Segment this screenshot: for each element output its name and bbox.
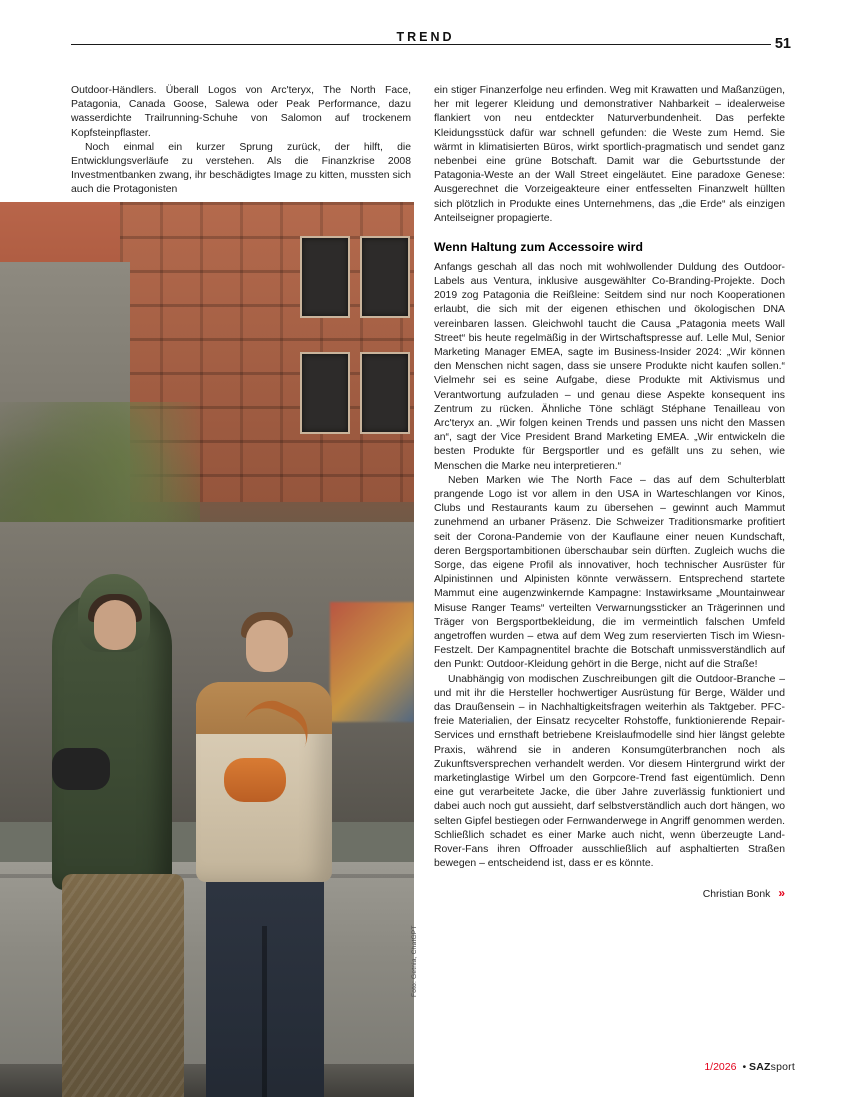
paragraph: Outdoor-Händlers. Überall Logos von Arc'teryx, The North Face, Patagonia, Canada Goose, Salewa oder Peak Performance, dazu wasserdichte Trailrunning-Schuhe von Salomon auf trockenem Kopfsteinpflaster. bbox=[71, 85, 411, 139]
section-title-text: TREND bbox=[384, 30, 466, 44]
footer-separator: • bbox=[742, 1061, 747, 1073]
paragraph: Unabhängig von modischen Zuschreibungen gilt die Outdoor-Branche – und mit ihr die Hersteller hochwertiger Ausrüstung für Berge, Wälder und das Draußensein – in Nachhaltigkeitsfragen weiterhin als Taktgeber. PFC-freie Materialien, der Einsatz recycelter Rohstoffe, funktionierende Repair-Services und ernsthaft betriebene Kreislaufmodelle sind hier längst gelebte Praxis, während sie in anderen Konsumgüterbranchen noch als Zukunftsversprechen verhandelt werden. Vor diesem Hintergrund wirkt der marketinglastige Wirbel um den Gorpcore-Trend fast eigentümlich. Denn eine gut verarbeitete Jacke, die über Jahre zuverlässig funktioniert und dabei auch noch gut aussieht, darf selbstverständlich auch dort hängen, wo selten Gipfel bestiegen oder Fernwanderwege in Angriff genommen werden. Schließlich schadet es einer Marke auch nicht, wenn überzeugte Land-Rover-Fans ihren Offroader ausschließlich auf asphaltierten Straßen bewegen – entscheidend ist, dass er es könnte. bbox=[434, 673, 785, 870]
paragraph: Noch einmal ein kurzer Sprung zurück, der hilft, die Entwicklungsverläufe zu verstehen. Als die Finanzkrise 2008 Investmentbanken zwang, ihr beschädigtes Image zu kitten, mussten sich auch die Protagonisten bbox=[71, 141, 411, 196]
paragraph: Neben Marken wie The North Face – das auf dem Schulterblatt prangende Logo ist vor allem in den USA in Warteschlangen vor Kinos, Clubs und Restaurants kaum zu übersehen – gewinnt auch Mammut zunehmend an urbaner Präsenz. Die Schweizer Traditionsmarke profitiert seit der Corona-Pandemie von der Kauflaune einer neuen Kundschaft, deren Bergsportambitionen überschaubar sein dürften. Zugleich wuchs die Sorge, das eigene Profil als innovativer, hoch technischer Ausrüster für Alpinistinnen und Alpinisten könnte verwässern. Entsprechend startete Mammut eine augenzwinkernde Kampagne: Instawirksame „Mountainwear Misuse Ranger Teams“ verteilten Verwarnungssticker an Trägerinnen und Träger von Bergsportbekleidung, die im vermeintlich falschen Umfeld angetroffen wurden – etwa auf dem Weg zum reservierten Tisch im Wiesn-Festzelt. Der Kampagnentitel brachte die Botschaft unmissverständlich auf den Punkt: Outdoor-Kleidung gehört in die Berge, nicht auf die Straße! bbox=[434, 474, 785, 671]
photo-man-cargo-pants bbox=[206, 866, 324, 1097]
paragraph: ein stiger Finanzerfolge neu erfinden. Weg mit Krawatten und Maßanzügen, her mit legerer Kleidung und demonstrativer Nahbarkeit – idealerweise flankiert von neu entdeckter Naturverbundenheit. Das perfekte Kleidungsstück dafür war schnell gefunden: die Weste zum Hemd. Sie wärmt in klimatisierten Büros, wirkt sportlich-pragmatisch und sendet ganz nebenbei eine grüne Botschaft. Damit war die Geburtsstunde der Patagonia-Weste an der Wall Street eingeläutet. Eine paradoxe Genese: Ausgerechnet die Vorzeigeakteure einer entfesselten Finanzwelt hüllten sich plötzlich in Produkte eines Unternehmens, das „die Erde“ als einzigen Anteilseigner propagierte. bbox=[434, 85, 785, 224]
magazine-logo-light: sport bbox=[770, 1061, 795, 1073]
continue-arrow-icon: » bbox=[778, 886, 785, 901]
article-photo bbox=[0, 202, 414, 1097]
photo-graffiti bbox=[330, 602, 414, 722]
page-number: 51 bbox=[771, 37, 795, 52]
issue-number: 1/2026 bbox=[704, 1061, 737, 1073]
photo-man-beltbag bbox=[224, 758, 286, 802]
photo-window bbox=[360, 236, 410, 318]
photo-man-face bbox=[246, 620, 288, 672]
photo-credit: Foto: Getnia, ChatGPT bbox=[411, 925, 418, 997]
photo-woman-face bbox=[94, 600, 136, 650]
author-name: Christian Bonk bbox=[702, 889, 771, 901]
page-header bbox=[0, 30, 851, 60]
magazine-logo-bold: SAZ bbox=[749, 1061, 771, 1073]
photo-window bbox=[300, 352, 350, 434]
photo-woman-skirt bbox=[62, 874, 184, 1097]
header-divider bbox=[71, 44, 785, 45]
section-subheading: Wenn Haltung zum Accessoire wird bbox=[434, 240, 644, 255]
photo-window bbox=[300, 236, 350, 318]
photo-window bbox=[360, 352, 410, 434]
left-text-column bbox=[71, 84, 411, 198]
page-footer bbox=[704, 1061, 795, 1073]
photo-illustration bbox=[0, 202, 414, 1097]
section-title bbox=[0, 30, 851, 44]
author-signature bbox=[434, 885, 785, 902]
right-text-column bbox=[434, 84, 785, 903]
paragraph: Anfangs geschah all das noch mit wohlwollender Duldung des Outdoor-Labels aus Ventura, inklusive ausgewählter Co-Branding-Projekte. Doch 2019 zog Patagonia die Reißleine: Seitdem sind nur noch Kooperationen erlaubt, die sich mit der eigenen ethischen und ökologischen DNA vereinbaren lassen. Gleichwohl taucht die Causa „Patagonia meets Wall Street“ bis heute regelmäßig in der Wirtschaftspresse auf. Lelle Mul, Senior Marketing Manager EMEA, sagte im Business-Insider 2024: „Wir können den Menschen nicht sagen, dass sie unsere Produkte nicht kaufen sollen.“ Vielmehr sei es seine Aufgabe, diese Produkte mit Aktivismus und Verantwortung aufzuladen – und genau diese Aspekte konsequent ins Zentrum zu rücken. Ähnliche Töne schlägt Stéphane Tenailleau von Arc'teryx an. „Wir folgen keinen Trends und passen uns nicht den Massen an“, sagt der Vice President Brand Marketing EMEA. „Wir entwickeln die besten Produkte für Bergsportler und es gefällt uns zu sehen, wie Menschen die Marke neu interpretieren.“ bbox=[434, 261, 785, 472]
magazine-logo bbox=[749, 1061, 795, 1073]
photo-woman-beltbag bbox=[52, 748, 110, 790]
